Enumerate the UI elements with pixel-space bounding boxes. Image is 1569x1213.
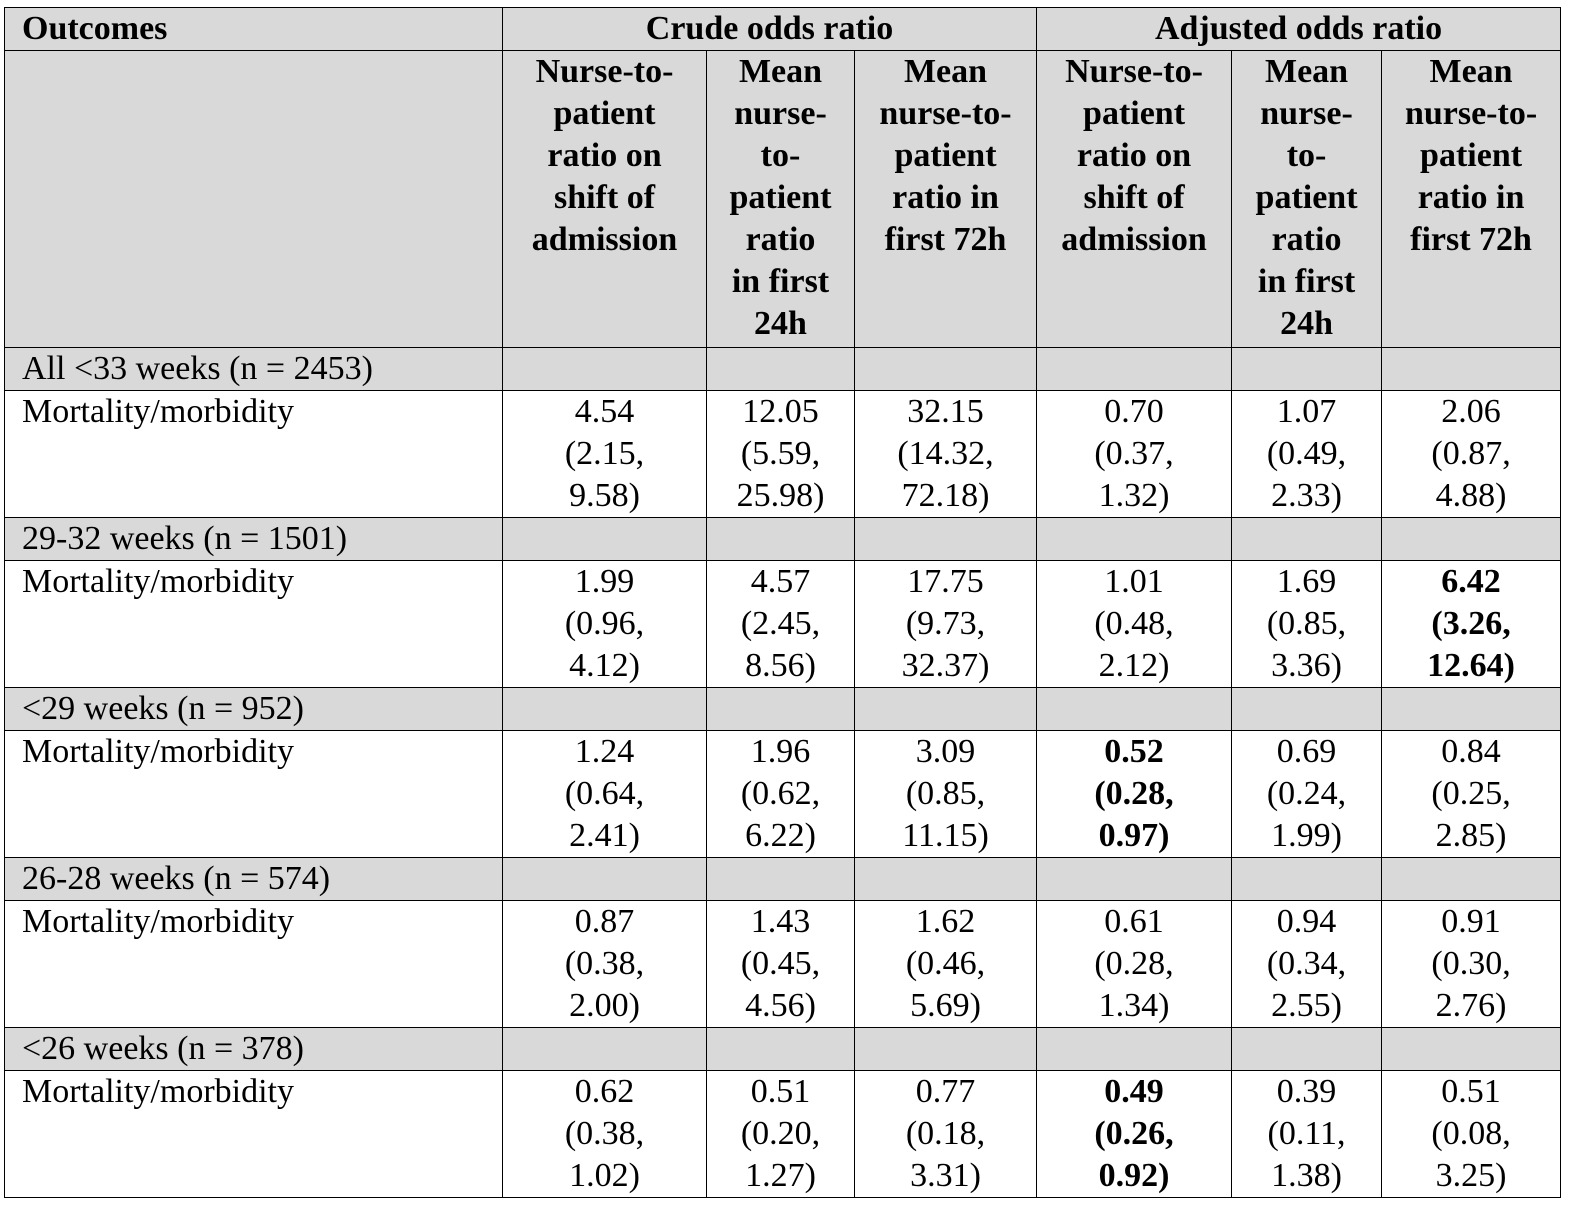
odds-ratio-value: 1.02) <box>569 1157 640 1194</box>
odds-ratio-value: 1.07 <box>1276 393 1337 430</box>
odds-ratio-cell <box>855 731 1037 858</box>
column-header-line: nurse-to- <box>879 95 1012 132</box>
odds-ratio-value: 0.52 <box>1104 733 1164 770</box>
column-header-line: ratio in <box>1417 179 1525 216</box>
group-blank-cell <box>707 1028 855 1071</box>
column-header-line: first 72h <box>1410 221 1532 258</box>
group-blank-cell <box>1037 858 1232 901</box>
odds-ratio-value: 32.37) <box>901 647 990 684</box>
odds-ratio-value: 17.75 <box>907 563 984 600</box>
odds-ratio-value: 1.99) <box>1271 817 1342 854</box>
column-header-line: ratio on <box>1076 137 1192 174</box>
odds-ratio-value: 0.62 <box>574 1073 635 1110</box>
row-label: Mortality/morbidity <box>5 731 503 858</box>
odds-ratio-value: 1.99 <box>574 563 635 600</box>
odds-ratio-value: 0.91 <box>1441 903 1501 940</box>
odds-ratio-value: 1.01 <box>1104 563 1164 600</box>
group-blank-cell <box>503 348 707 391</box>
odds-ratio-value: (0.28, <box>1094 945 1174 982</box>
column-header-line: ratio in <box>892 179 999 216</box>
column-header-crude-mean-24h <box>707 51 855 348</box>
group-label: <29 weeks (n = 952) <box>5 688 503 731</box>
group-blank-cell <box>503 688 707 731</box>
odds-ratio-cell <box>707 901 855 1028</box>
group-blank-cell <box>1232 518 1382 561</box>
odds-ratio-value: 1.34) <box>1098 987 1170 1024</box>
row-label: Mortality/morbidity <box>5 1071 503 1198</box>
odds-ratio-cell <box>855 391 1037 518</box>
odds-ratio-cell <box>1232 1071 1382 1198</box>
odds-ratio-value: 2.33) <box>1271 477 1342 514</box>
odds-ratio-value: (3.26, <box>1431 605 1511 642</box>
group-blank-cell <box>1382 518 1561 561</box>
table-row <box>5 731 1561 858</box>
odds-ratio-cell <box>503 901 707 1028</box>
group-blank-cell <box>855 518 1037 561</box>
column-header-line: shift of <box>553 179 656 216</box>
odds-ratio-value: 0.61 <box>1104 903 1164 940</box>
odds-ratio-value: (9.73, <box>905 605 986 642</box>
adjusted-odds-ratio-header: Adjusted odds ratio <box>1037 8 1561 51</box>
odds-ratio-value: (0.87, <box>1431 435 1511 472</box>
odds-ratio-value: 6.42 <box>1441 563 1501 600</box>
outcomes-blank-header <box>5 51 503 348</box>
odds-ratio-value: 4.56) <box>745 987 816 1024</box>
odds-ratio-value: 5.69) <box>910 987 981 1024</box>
odds-ratio-value: (0.30, <box>1431 945 1511 982</box>
odds-ratio-value: 1.27) <box>745 1157 816 1194</box>
group-blank-cell <box>1382 858 1561 901</box>
table-row <box>5 901 1561 1028</box>
column-header-line: patient <box>1255 179 1358 216</box>
column-header-line: 24h <box>1280 305 1333 342</box>
odds-ratio-cell <box>1232 731 1382 858</box>
odds-ratio-cell <box>855 561 1037 688</box>
column-header-line: to- <box>1286 137 1327 174</box>
odds-ratio-value: 0.77 <box>915 1073 976 1110</box>
group-blank-cell <box>1382 348 1561 391</box>
odds-ratio-value: 32.15 <box>907 393 984 430</box>
odds-ratio-value: (0.38, <box>564 945 645 982</box>
column-header-line: ratio <box>745 221 816 258</box>
odds-ratio-value: 72.18) <box>901 477 990 514</box>
odds-ratio-cell <box>1232 901 1382 1028</box>
odds-ratio-value: 1.69 <box>1276 563 1337 600</box>
odds-ratio-value: 12.64) <box>1427 647 1515 684</box>
odds-ratio-value: 0.49 <box>1104 1073 1164 1110</box>
odds-ratio-cell <box>707 1071 855 1198</box>
table-row <box>5 561 1561 688</box>
odds-ratio-value: 4.57 <box>750 563 811 600</box>
odds-ratio-value: 2.76) <box>1435 987 1507 1024</box>
odds-ratio-value: 25.98) <box>736 477 825 514</box>
odds-ratio-value: (0.85, <box>905 775 986 812</box>
column-header-adjusted-mean-24h <box>1232 51 1382 348</box>
odds-ratio-value: 3.31) <box>910 1157 981 1194</box>
odds-ratio-value: 0.84 <box>1441 733 1501 770</box>
group-label: 29-32 weeks (n = 1501) <box>5 518 503 561</box>
column-header-line: in first <box>1257 263 1356 300</box>
odds-ratio-value: (0.26, <box>1094 1115 1174 1152</box>
group-blank-cell <box>1382 688 1561 731</box>
group-blank-cell <box>1037 1028 1232 1071</box>
odds-ratio-cell <box>1382 731 1561 858</box>
group-blank-cell <box>855 858 1037 901</box>
group-blank-cell <box>707 858 855 901</box>
odds-ratio-value: (0.46, <box>905 945 986 982</box>
column-header-line: Mean <box>903 53 988 90</box>
odds-ratio-value: (0.49, <box>1266 435 1347 472</box>
row-label: Mortality/morbidity <box>5 901 503 1028</box>
odds-ratio-value: 4.54 <box>574 393 635 430</box>
group-blank-cell <box>1232 688 1382 731</box>
odds-ratio-value: 9.58) <box>569 477 640 514</box>
column-header-line: patient <box>894 137 997 174</box>
odds-ratio-value: 8.56) <box>745 647 816 684</box>
odds-ratio-value: 11.15) <box>902 817 989 854</box>
odds-ratio-cell <box>503 561 707 688</box>
group-row <box>5 688 1561 731</box>
group-blank-cell <box>1232 1028 1382 1071</box>
column-subheader-row <box>5 51 1561 348</box>
odds-ratio-table <box>4 7 1561 1198</box>
odds-ratio-value: 3.36) <box>1271 647 1342 684</box>
odds-ratio-value: 0.69 <box>1276 733 1337 770</box>
odds-ratio-value: (14.32, <box>897 435 994 472</box>
odds-ratio-value: (0.28, <box>1094 775 1174 812</box>
odds-ratio-cell <box>1037 1071 1232 1198</box>
group-blank-cell <box>1037 688 1232 731</box>
odds-ratio-cell <box>503 1071 707 1198</box>
odds-ratio-value: 2.41) <box>569 817 640 854</box>
odds-ratio-value: (0.11, <box>1267 1115 1346 1152</box>
odds-ratio-value: 4.12) <box>569 647 640 684</box>
odds-ratio-value: (2.15, <box>564 435 645 472</box>
odds-ratio-value: 2.55) <box>1271 987 1342 1024</box>
column-header-line: nurse- <box>1260 95 1353 132</box>
odds-ratio-value: (0.37, <box>1094 435 1174 472</box>
odds-ratio-value: 0.97) <box>1098 817 1170 854</box>
odds-ratio-cell <box>1037 731 1232 858</box>
column-header-line: patient <box>553 95 656 132</box>
group-blank-cell <box>707 518 855 561</box>
column-header-line: ratio on <box>547 137 662 174</box>
odds-ratio-value: 3.09 <box>915 733 976 770</box>
odds-ratio-value: (0.20, <box>740 1115 821 1152</box>
column-header-line: admission <box>531 221 678 258</box>
odds-ratio-cell <box>1232 391 1382 518</box>
odds-ratio-cell <box>1382 901 1561 1028</box>
odds-ratio-value: 1.38) <box>1271 1157 1342 1194</box>
odds-ratio-cell <box>1382 1071 1561 1198</box>
group-blank-cell <box>1382 1028 1561 1071</box>
odds-ratio-value: 0.92) <box>1098 1157 1170 1194</box>
column-header-line: patient <box>1420 137 1523 174</box>
odds-ratio-cell <box>503 391 707 518</box>
odds-ratio-value: (2.45, <box>740 605 821 642</box>
group-label: <26 weeks (n = 378) <box>5 1028 503 1071</box>
group-blank-cell <box>855 348 1037 391</box>
odds-ratio-value: (0.25, <box>1431 775 1511 812</box>
odds-ratio-value: (0.64, <box>564 775 645 812</box>
column-header-line: admission <box>1061 221 1207 258</box>
column-header-line: nurse-to- <box>1404 95 1538 132</box>
row-label: Mortality/morbidity <box>5 561 503 688</box>
odds-ratio-cell <box>1382 561 1561 688</box>
group-blank-cell <box>707 688 855 731</box>
group-label: All <33 weeks (n = 2453) <box>5 348 503 391</box>
group-blank-cell <box>1232 348 1382 391</box>
group-blank-cell <box>1232 858 1382 901</box>
odds-ratio-value: 1.62 <box>915 903 976 940</box>
column-header-line: to- <box>760 137 801 174</box>
odds-ratio-value: 0.39 <box>1276 1073 1337 1110</box>
odds-ratio-value: 12.05 <box>742 393 819 430</box>
column-header-line: ratio <box>1271 221 1342 258</box>
odds-ratio-cell <box>855 901 1037 1028</box>
odds-ratio-cell <box>707 731 855 858</box>
odds-ratio-value: 0.94 <box>1276 903 1337 940</box>
group-blank-cell <box>707 348 855 391</box>
group-blank-cell <box>1037 518 1232 561</box>
odds-ratio-cell <box>503 731 707 858</box>
row-label: Mortality/morbidity <box>5 391 503 518</box>
odds-ratio-cell <box>707 391 855 518</box>
odds-ratio-value: (0.45, <box>740 945 821 982</box>
odds-ratio-value: (0.48, <box>1094 605 1174 642</box>
group-row <box>5 348 1561 391</box>
group-row <box>5 518 1561 561</box>
odds-ratio-value: 4.88) <box>1435 477 1507 514</box>
odds-ratio-value: 1.96 <box>750 733 811 770</box>
column-header-line: 24h <box>754 305 807 342</box>
odds-ratio-value: (0.38, <box>564 1115 645 1152</box>
odds-ratio-value: 0.87 <box>574 903 635 940</box>
odds-ratio-cell <box>1037 561 1232 688</box>
odds-ratio-cell <box>855 1071 1037 1198</box>
table-row <box>5 1071 1561 1198</box>
group-blank-cell <box>503 858 707 901</box>
column-header-crude-shift-admission <box>503 51 707 348</box>
crude-odds-ratio-header: Crude odds ratio <box>503 8 1037 51</box>
column-header-line: in first <box>731 263 830 300</box>
odds-ratio-value: (0.85, <box>1266 605 1347 642</box>
odds-ratio-cell <box>1037 901 1232 1028</box>
group-row <box>5 1028 1561 1071</box>
table-body <box>5 348 1561 1198</box>
odds-ratio-value: 2.12) <box>1098 647 1170 684</box>
odds-ratio-value: (0.34, <box>1266 945 1347 982</box>
group-blank-cell <box>855 1028 1037 1071</box>
odds-ratio-value: 3.25) <box>1435 1157 1507 1194</box>
odds-ratio-value: 0.51 <box>1441 1073 1501 1110</box>
odds-ratio-value: 2.00) <box>569 987 640 1024</box>
odds-ratio-value: (0.08, <box>1431 1115 1511 1152</box>
column-header-line: Nurse-to- <box>1065 53 1203 90</box>
group-blank-cell <box>855 688 1037 731</box>
odds-ratio-cell <box>1232 561 1382 688</box>
group-label: 26-28 weeks (n = 574) <box>5 858 503 901</box>
odds-ratio-cell <box>1037 391 1232 518</box>
group-row <box>5 858 1561 901</box>
column-header-line: nurse- <box>734 95 827 132</box>
odds-ratio-value: (5.59, <box>740 435 821 472</box>
column-header-line: Nurse-to- <box>535 53 674 90</box>
odds-ratio-value: (0.62, <box>740 775 821 812</box>
odds-ratio-value: (0.18, <box>905 1115 986 1152</box>
column-header-adjusted-mean-72h <box>1382 51 1561 348</box>
odds-ratio-value: 2.85) <box>1435 817 1507 854</box>
outcomes-header: Outcomes <box>5 8 503 51</box>
column-header-line: patient <box>729 179 832 216</box>
odds-ratio-value: 1.32) <box>1098 477 1170 514</box>
column-header-line: first 72h <box>884 221 1007 258</box>
odds-ratio-value: 1.24 <box>574 733 635 770</box>
column-header-crude-mean-72h <box>855 51 1037 348</box>
odds-ratio-value: 2.06 <box>1441 393 1501 430</box>
column-header-line: Mean <box>1429 53 1513 90</box>
odds-ratio-cell <box>707 561 855 688</box>
column-header-line: patient <box>1083 95 1186 132</box>
table-header <box>5 8 1561 348</box>
odds-ratio-value: 0.51 <box>750 1073 811 1110</box>
odds-ratio-value: 6.22) <box>745 817 816 854</box>
table-row <box>5 391 1561 518</box>
group-blank-cell <box>503 1028 707 1071</box>
odds-ratio-value: 0.70 <box>1104 393 1164 430</box>
group-blank-cell <box>1037 348 1232 391</box>
group-blank-cell <box>503 518 707 561</box>
column-header-line: Mean <box>738 53 823 90</box>
odds-ratio-value: 1.43 <box>750 903 811 940</box>
odds-ratio-value: (0.96, <box>564 605 645 642</box>
column-header-line: Mean <box>1264 53 1349 90</box>
odds-ratio-cell <box>1382 391 1561 518</box>
column-header-adjusted-shift-admission <box>1037 51 1232 348</box>
column-header-line: shift of <box>1083 179 1185 216</box>
odds-ratio-value: (0.24, <box>1266 775 1347 812</box>
